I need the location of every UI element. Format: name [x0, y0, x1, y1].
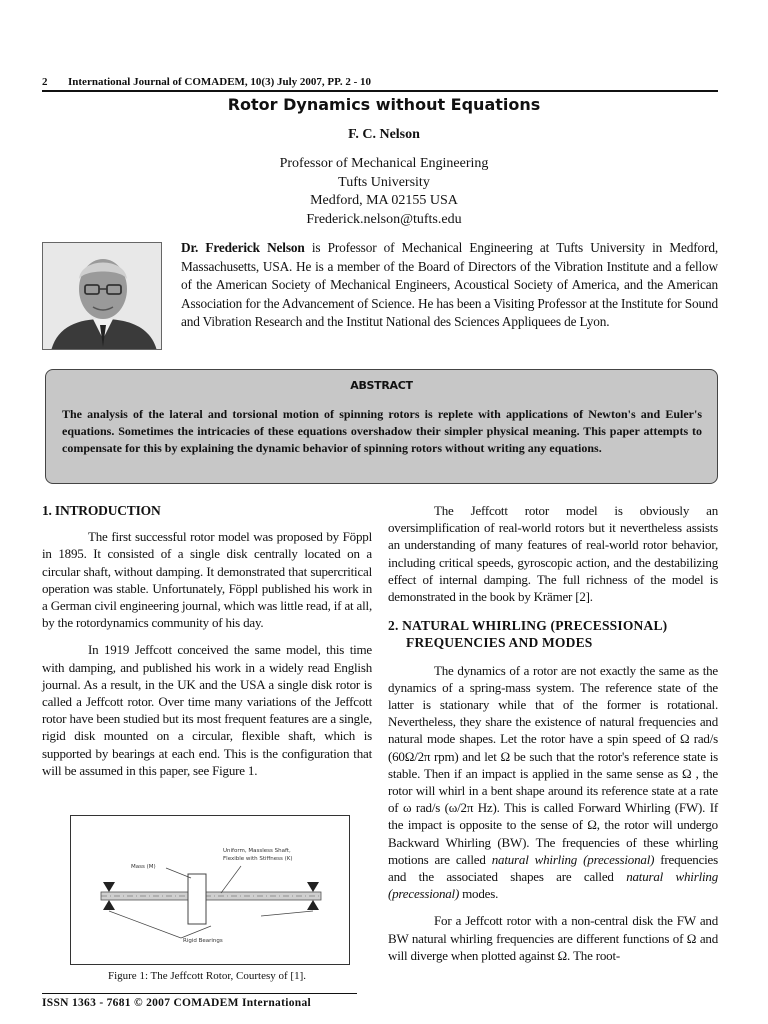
right-paragraph-2	[388, 662, 718, 903]
abstract-text: The analysis of the lateral and torsional motion of spinning rotors is replete with applications of Newton's and Euler's equations. Sometimes the intricacies of these equations overshadow their simpler physical meaning. This paper attempts to compensate for this by explaining the dynamic behavior of spinning rotors without writing any equations.	[62, 407, 702, 455]
affiliation-address: Medford, MA 02155 USA	[310, 193, 458, 208]
affiliation-university: Tufts University	[338, 174, 430, 190]
bio-text: is Professor of Mechanical Engineering at Tufts University in Medford, Massachusetts, USA. He is a member of the Board of Directors of the Vibration Institute and a fellow of the American Society of Mechanical Engineers, Acoustical Society of America, and the American Association for the Advancement of Science. He has been a Visiting Professor at the Institute for Sound and Vibration Research and the Institut National des Sciences Appliquees de Lyon.	[181, 240, 718, 330]
footer-divider	[42, 993, 357, 994]
right-paragraph-2-emphasis-1: natural whirling (precessional)	[491, 851, 655, 867]
section-heading-line-1: 2. NATURAL WHIRLING (PRECESSIONAL)	[388, 618, 668, 634]
affiliation-block	[0, 155, 768, 229]
affiliation-email[interactable]: Frederick.nelson@tufts.edu	[306, 211, 462, 227]
figure-caption: Figure 1: The Jeffcott Rotor, Courtesy of [1].	[107, 970, 307, 982]
abstract-box	[45, 369, 718, 484]
figure-label-shaft-1: Uniform, Massless Shaft,	[223, 848, 291, 854]
right-paragraph-3: For a Jeffcott rotor with a non-central disk the FW and BW natural whirling frequencies are different functions of Ω and will diverge when plotted against Ω. The root-	[388, 913, 718, 963]
figure-label-mass: Mass (M)	[131, 864, 156, 870]
author-photo	[42, 242, 162, 350]
journal-header	[42, 76, 718, 92]
figure-label-bearings: Rigid Bearings	[183, 938, 223, 944]
right-column	[388, 502, 718, 974]
footer-issn: ISSN 1363 - 7681 © 2007 COMADEM International	[42, 997, 312, 1009]
right-paragraph-2-part-c: modes.	[459, 886, 499, 902]
section-heading-natural-whirling	[388, 617, 718, 651]
paper-title: Rotor Dynamics without Equations	[227, 95, 541, 114]
author-name: F. C. Nelson	[348, 127, 420, 142]
left-column	[42, 502, 372, 789]
affiliation-position: Professor of Mechanical Engineering	[279, 156, 489, 171]
journal-citation: International Journal of COMADEM, 10(3) July 2007, PP. 2 - 10	[68, 76, 372, 88]
page-number: 2	[42, 76, 48, 88]
section-heading-introduction: 1. INTRODUCTION	[42, 503, 161, 518]
figure-jeffcott-rotor	[70, 815, 350, 965]
intro-paragraph-2: In 1919 Jeffcott conceived the same model, this time with damping, and published his work in a widely read English journal. As a result, in the UK and the USA a single disk rotor is called a Jeffcott rotor. Over time many variations of the Jeffcott rotor have been studied but its most frequent features are a single, rigid disk mounted on a circular, flexible shaft, which is supported by bearings at each end. This is the configuration that will be assumed in this paper, see Figure 1.	[42, 642, 372, 778]
right-paragraph-2-part-a: The dynamics of a rotor are not exactly the same as the dynamics of a spring-mass system. The reference state of the latter is stationary while that of the former is rotational. Nevertheless, they share the existence of natural frequencies and natural mode shapes. Let the rotor have a spin speed of Ω rad/s (60Ω/2π rpm) and let Ω be such that the rotor's reference state is stable. Then if an impact is applied in the same sense as Ω , the rotor will whirl in a bent shape around its reference state at a rate of ω rad/s (ω/2π Hz). This is called Forward Whirling (FW). If the impact is opposite to the sense of Ω, the rotor will undergo Backward Whirling (BW). The frequencies of these whirling motions are called	[388, 662, 718, 867]
figure-label-shaft-2: Flexible with Stiffness (K)	[223, 856, 293, 862]
right-paragraph-2-part-b: frequencies and the associated shapes are called	[388, 851, 718, 885]
abstract-heading: ABSTRACT	[350, 379, 413, 392]
bio-name: Dr. Frederick Nelson	[181, 240, 305, 255]
right-paragraph-1: The Jeffcott rotor model is obviously an oversimplification of real-world rotors but it nevertheless assists an understanding of many features of real-world rotor behavior, including critical speeds, gyroscopic action, and the destabilizing effect of internal damping. The full richness of the model is demonstrated in the book by Krämer [2].	[388, 503, 718, 605]
author-bio	[181, 239, 718, 332]
intro-paragraph-1: The first successful rotor model was proposed by Föppl in 1895. It consisted of a single disk centrally located on a circular shaft, without damping. It demonstrated that supercritical operation was stable. Unfortunately, Föppl published his work in a German civil engineering journal, which was little read, if at all, by the rotordynamics community of his day.	[42, 529, 372, 631]
section-heading-line-2: FREQUENCIES AND MODES	[406, 635, 593, 651]
right-paragraph-2-emphasis-2: natural whirling (precessional)	[388, 869, 718, 902]
